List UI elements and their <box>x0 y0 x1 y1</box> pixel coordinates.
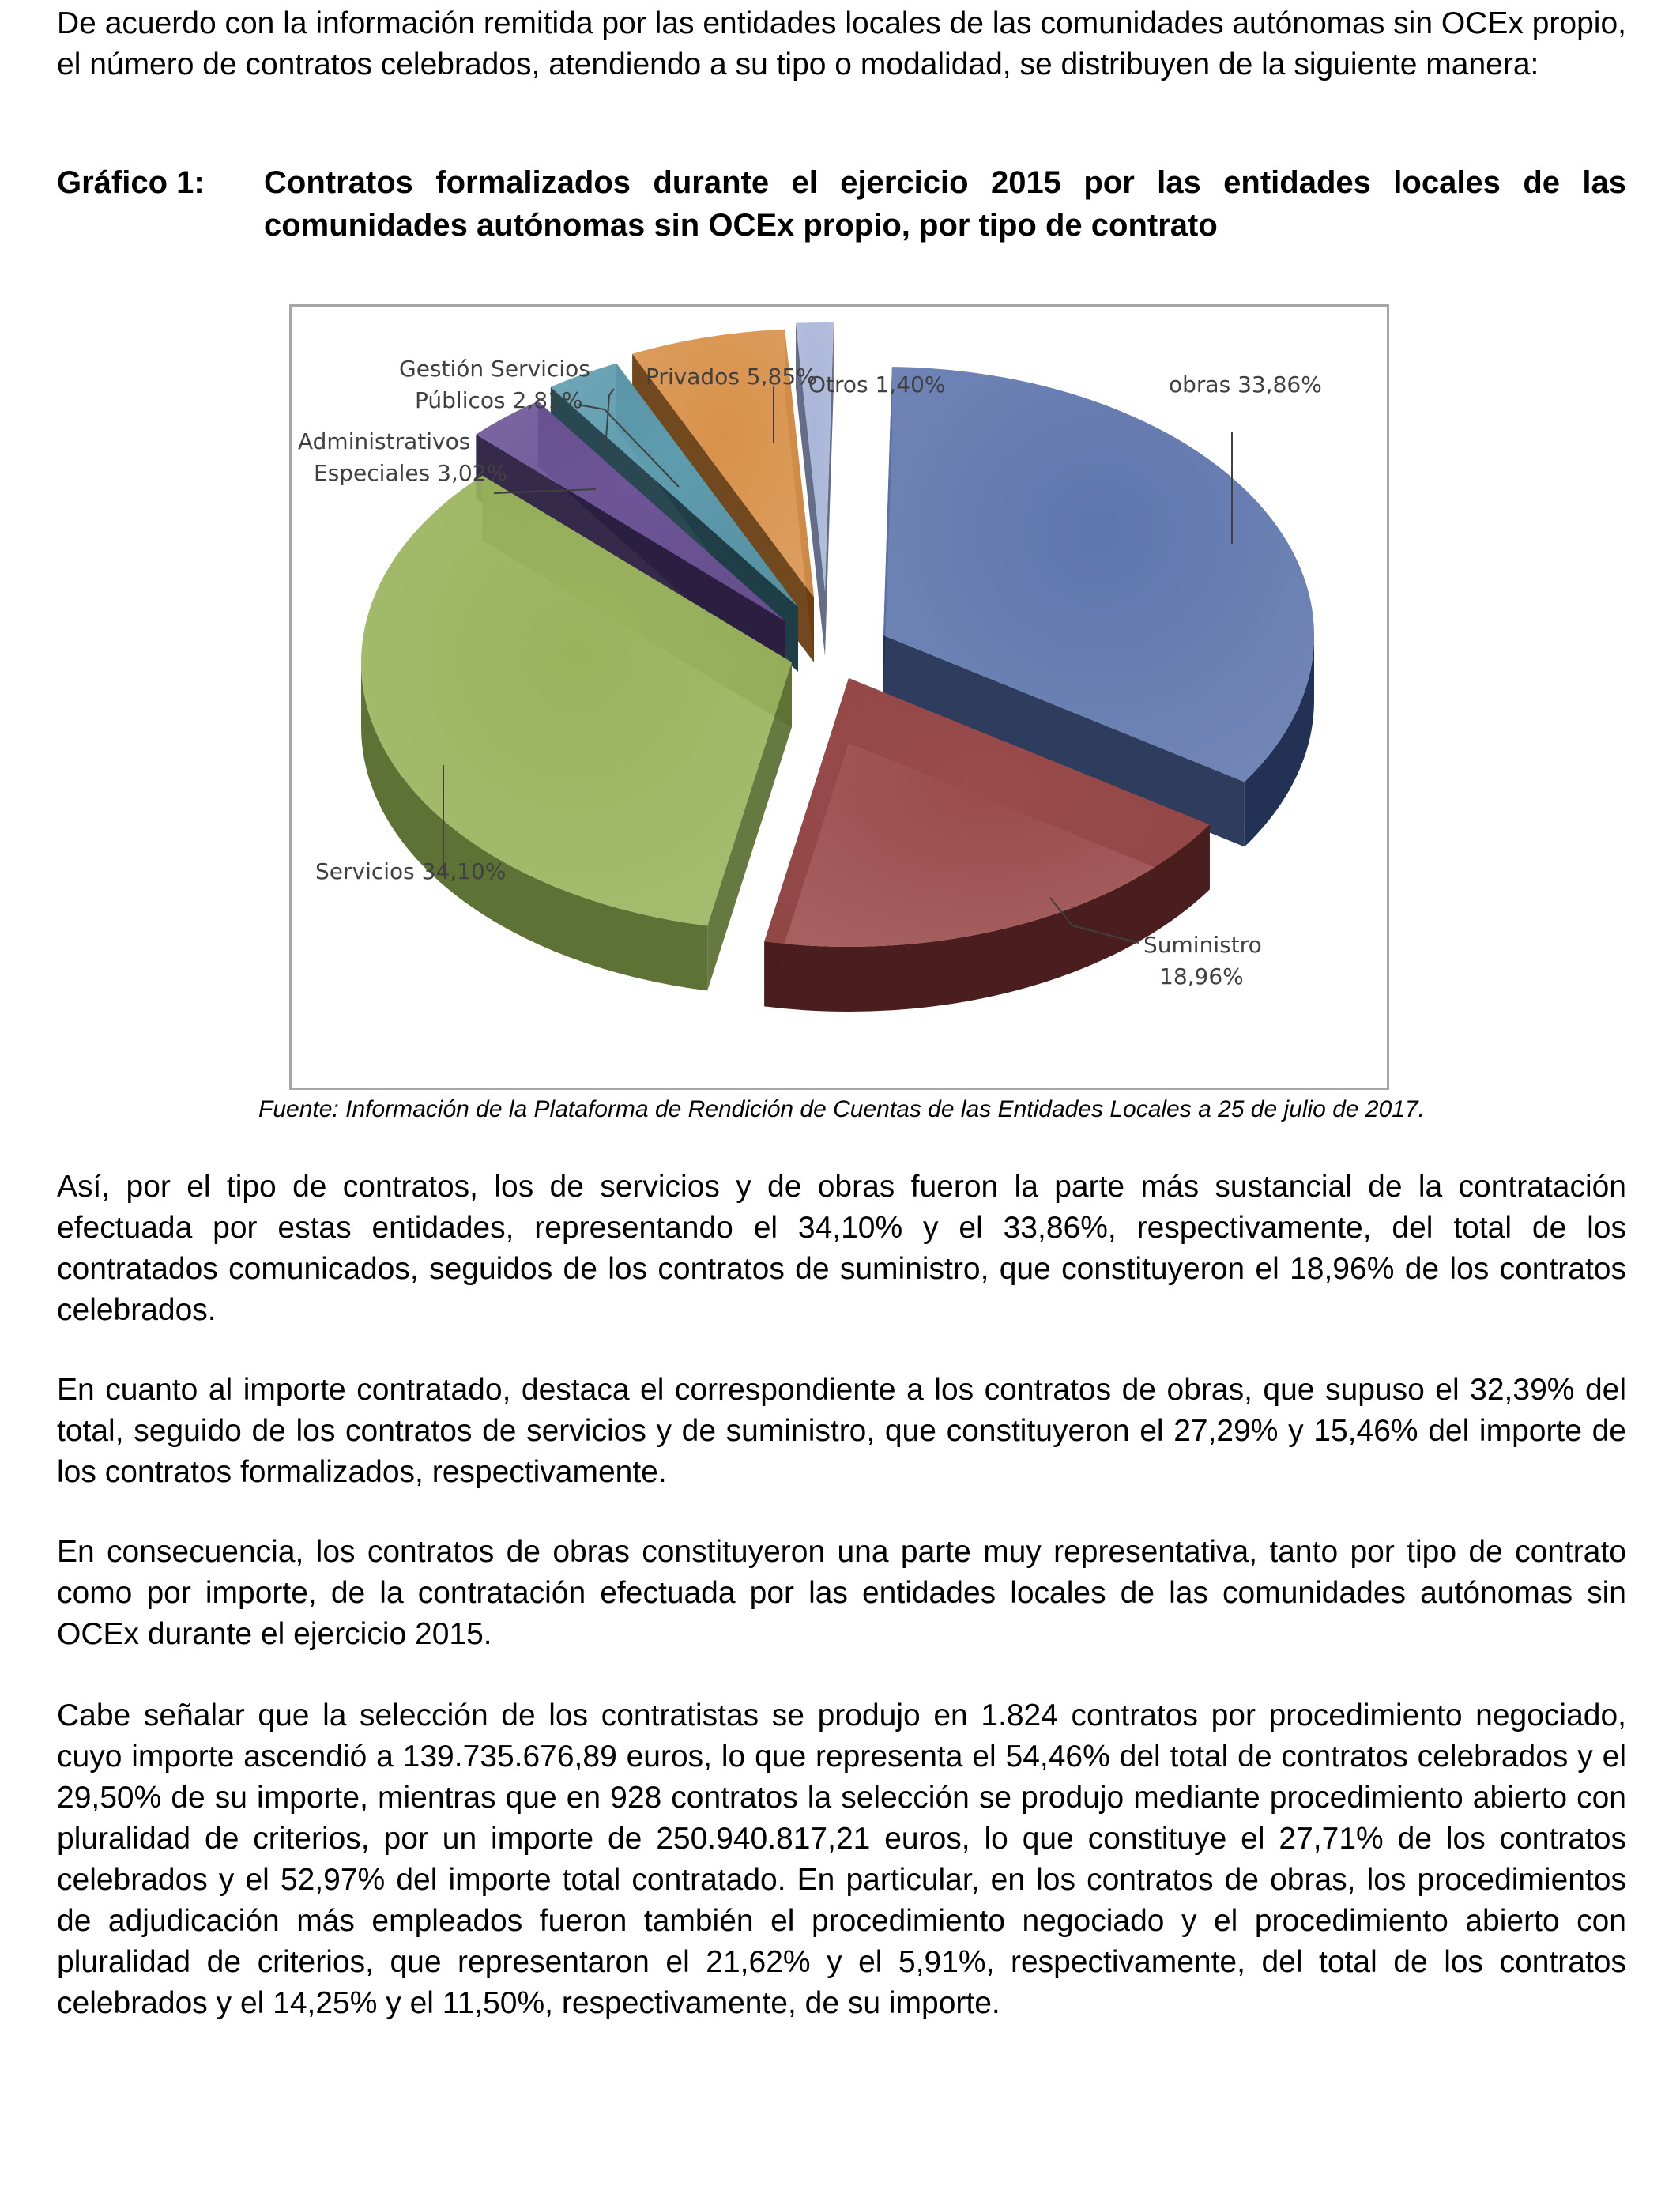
pie-chart <box>292 307 1387 1088</box>
figure-number: Gráfico 1: <box>57 165 205 200</box>
slice-label: Administrativos Especiales 3,02% <box>298 428 508 486</box>
pie-chart-frame <box>289 304 1389 1090</box>
figure-source: Fuente: Información de la Plataforma de Rendición de Cuentas de las Entidades Locales a 25 de julio de 2017. <box>258 1096 1425 1122</box>
paragraph-1: Así, por el tipo de contratos, los de servicios y de obras fueron la parte más sustancial de la contratación efectuada por estas entidades, representando el 34,10% y el 33,86%, respectivamente, del total de los contratados comunicados, seguidos de los contratos de suministro, que constituyeron el 18,96% de los contratos celebrados. <box>57 1170 1626 1327</box>
slice-label: Servicios 34,10% <box>315 858 507 884</box>
slice-label: Privados 5,85% <box>646 364 817 390</box>
slice-label: Suministro 18,96% <box>1143 932 1262 990</box>
figure-title: Contratos formalizados durante el ejercicio 2015 por las entidades locales de las comunidades autónomas sin OCEx propio, por tipo de contrato <box>264 165 1626 243</box>
paragraph-3: En consecuencia, los contratos de obras constituyeron una parte muy representativa, tanto por tipo de contrato como por importe, de la contratación efectuada por las entidades locales de las comunidades autónomas sin OCEx durante el ejercicio 2015. <box>57 1535 1626 1651</box>
intro-paragraph: De acuerdo con la información remitida por las entidades locales de las comunidades autónomas sin OCEx propio, el número de contratos celebrados, atendiendo a su tipo o modalidad, se distribuyen de la siguiente manera: <box>57 6 1626 81</box>
slice-label: Gestión Servicios Públicos 2,81% <box>399 356 590 413</box>
paragraph-4: Cabe señalar que la selección de los contratistas se produjo en 1.824 contratos por procedimiento negociado, cuyo importe ascendió a 139.735.676,89 euros, lo que representa el 54,46% del total de contratos celebrados y el 29,50% de su importe, mientras que en 928 contratos la selección se produjo mediante procedimiento abierto con pluralidad de criterios, por un importe de 250.940.817,21 euros, lo que constituye el 27,71% de los contratos celebrados y el 52,97% del importe total contratado. En particular, en los contratos de obras, los procedimientos de adjudicación más empleados fueron también el procedimiento negociado y el procedimiento abierto con pluralidad de criterios, que representaron el 21,62% y el 5,91%, respectivamente, del total de los contratos celebrados y el 14,25% y el 11,50%, respectivamente, de su importe. <box>57 1698 1626 2020</box>
paragraph-2: En cuanto al importe contratado, destaca el correspondiente a los contratos de obras, que supuso el 32,39% del total, seguido de los contratos de servicios y de suministro, que constituyeron el 27,29% y 15,46% del importe de los contratos formalizados, respectivamente. <box>57 1373 1626 1489</box>
slice-label: obras 33,86% <box>1169 371 1322 398</box>
slice-label: Otros 1,40% <box>808 371 946 398</box>
